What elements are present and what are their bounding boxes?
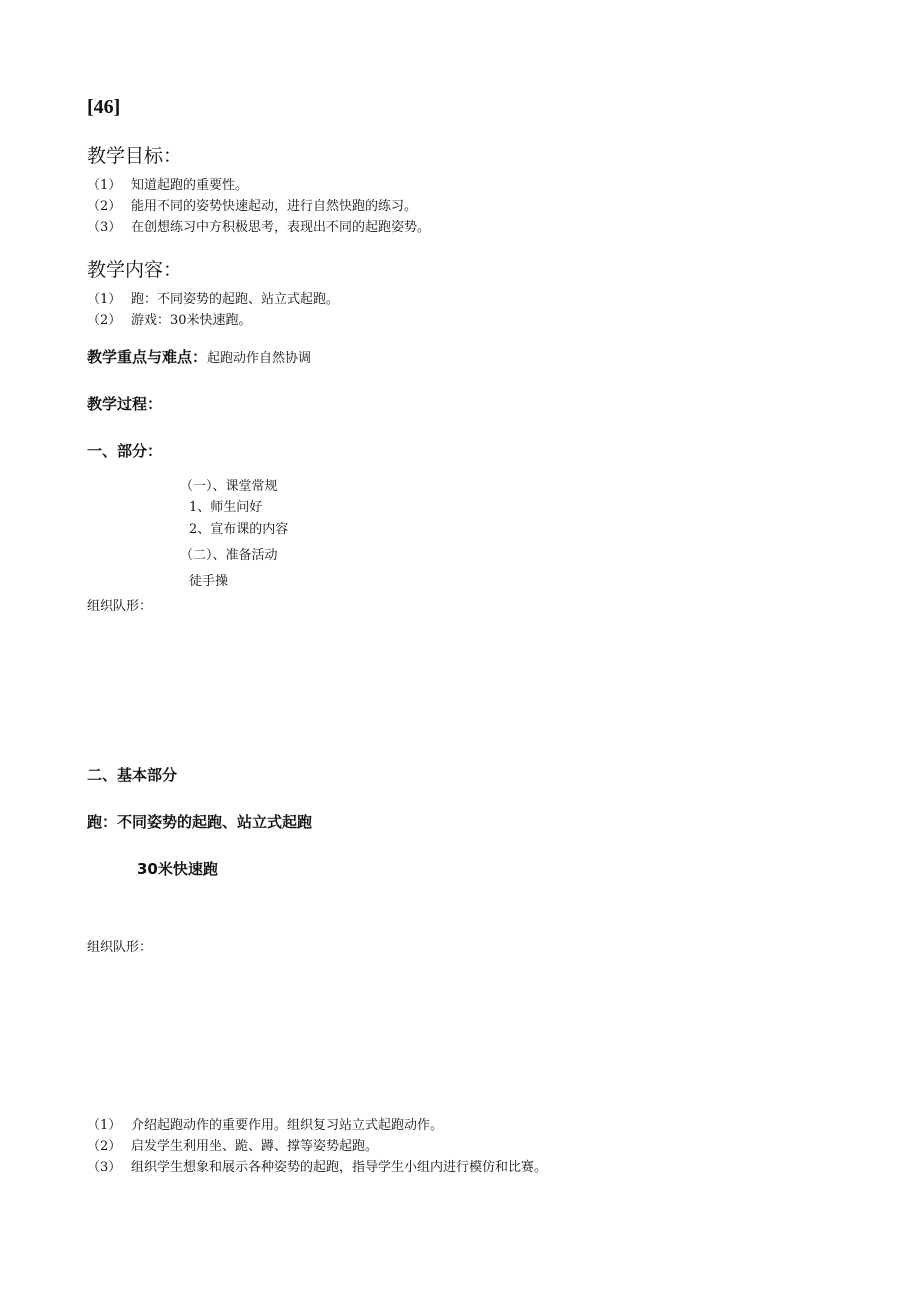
part-two-heading: 二、基本部分 [87,766,178,784]
list-item: （2） 能用不同的姿势快速起动，进行自然快跑的练习。 [87,199,418,214]
list-item: （1） 介绍起跑动作的重要作用。组织复习站立式起跑动作。 [87,1118,444,1133]
list-item: （2） 启发学生利用坐、跪、蹲、撑等姿势起跑。 [87,1139,379,1154]
list-item: （2） 游戏：30米快速跑。 [87,313,252,328]
process-heading: 教学过程： [87,395,163,413]
section-warmup: （二）、准备活动 [180,548,278,563]
list-item: （1） 跑：不同姿势的起跑、站立式起跑。 [87,292,340,307]
content-heading: 教学内容： [87,259,183,281]
formation-label: 组织队形： [87,599,153,614]
key-points-text: 起跑动作自然协调 [207,351,312,366]
key-points [87,346,311,367]
part-one-heading: 一、部分： [87,442,163,460]
routine-item: 2、宣布课的内容 [189,522,289,537]
list-item: （1） 知道起跑的重要性。 [87,178,249,193]
document-number: [46] [87,96,121,118]
steps-list [87,1115,547,1178]
objectives-heading: 教学目标： [87,145,183,167]
run-line: 跑：不同姿势的起跑、站立式起跑 [87,813,313,831]
sprint-line: 30米快速跑 [137,860,218,878]
formation-label: 组织队形： [87,940,153,955]
routine-item: 1、师生问好 [189,500,263,515]
section-routine: （一）、课堂常规 [180,479,278,494]
list-item: （3） 组织学生想象和展示各种姿势的起跑，指导学生小组内进行模仿和比赛。 [87,1160,548,1175]
warmup-item: 徒手操 [189,574,229,589]
key-points-label: 教学重点与难点： [87,348,208,366]
content-list [87,289,339,331]
objectives-list [87,175,430,238]
list-item: （3） 在创想练习中方积极思考，表现出不同的起跑姿势。 [87,220,431,235]
